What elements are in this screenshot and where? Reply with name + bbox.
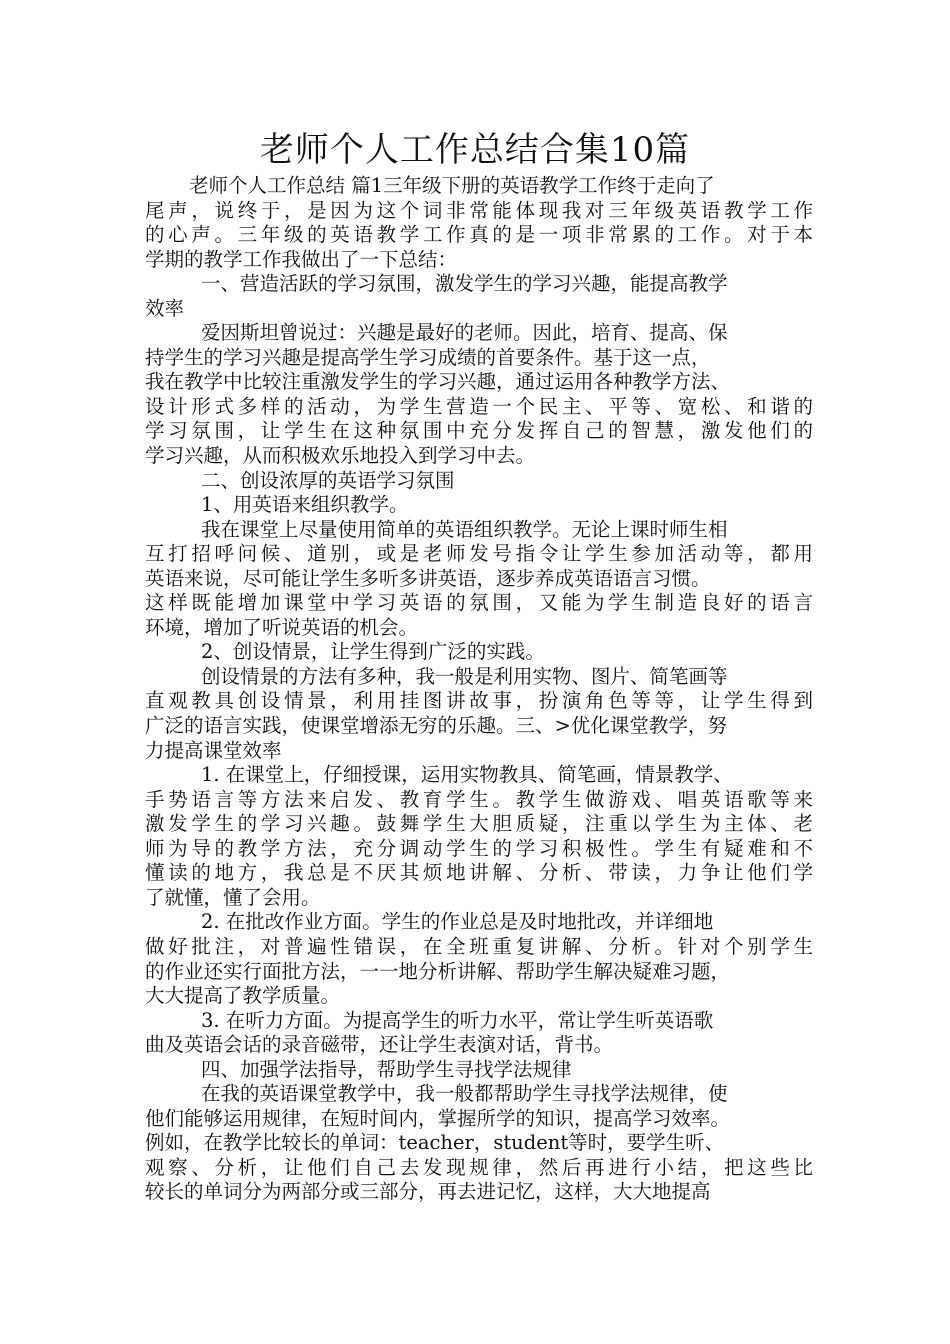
section-heading: 一、营造活跃的学习氛围，激发学生的学习兴趣，能提高教学 xyxy=(201,272,728,296)
text-line: 互打招呼问候、道别，或是老师发号指令让学生参加活动等，都用 xyxy=(145,542,813,566)
text-line: 爱因斯坦曾说过：兴趣是最好的老师。因此，培育、提高、保 xyxy=(201,321,728,345)
text-line: 曲及英语会话的录音磁带，还让学生表演对话，背书。 xyxy=(145,1033,614,1057)
text-line: 1. 在课堂上，仔细授课，运用实物教具、简笔画，情景教学、 xyxy=(201,763,733,787)
text-line: 尾声，说终于，是因为这个词非常能体现我对三年级英语教学工作 xyxy=(145,198,813,222)
text-line: 环境，增加了听说英语的机会。 xyxy=(145,615,419,639)
text-line: 设计形式多样的活动，为学生营造一个民主、平等、宽松、和谐的 xyxy=(145,394,813,418)
text-line: 做好批注，对普遍性错误，在全班重复讲解、分析。针对个别学生 xyxy=(145,934,813,958)
text-line: 3. 在听力方面。为提高学生的听力水平，常让学生听英语歌 xyxy=(201,1008,714,1032)
text-line: 学习兴趣，从而积极欢乐地投入到学习中去。 xyxy=(145,444,536,468)
text-line: 例如，在教学比较长的单词：teacher，student等时，要学生听、 xyxy=(145,1131,725,1155)
text-line: 观察、分析，让他们自己去发现规律，然后再进行小结，把这些比 xyxy=(145,1155,813,1179)
document-title: 老师个人工作总结合集10篇 xyxy=(259,130,691,170)
text-line: 老师个人工作总结 篇1三年级下册的英语教学工作终于走向了 xyxy=(189,174,715,197)
text-line: 激发学生的学习兴趣。鼓舞学生大胆质疑，注重以学生为主体、老 xyxy=(145,812,813,836)
text-line: 创设情景的方法有多种，我一般是利用实物、图片、简笔画等 xyxy=(201,664,728,688)
section-heading: 四、加强学法指导，帮助学生寻找学法规律 xyxy=(201,1057,572,1081)
text-line: 了就懂，懂了会用。 xyxy=(145,885,321,909)
text-line: 我在课堂上尽量使用简单的英语组织教学。无论上课时师生相 xyxy=(201,517,728,541)
text-line: 持学生的学习兴趣是提高学生学习成绩的首要条件。基于这一点， xyxy=(145,345,711,369)
text-line: 手势语言等方法来启发、教育学生。教学生做游戏、唱英语歌等来 xyxy=(145,787,813,811)
section-heading: 力提高课堂效率 xyxy=(145,738,282,762)
text-line: 英语来说，尽可能让学生多听多讲英语，逐步养成英语语言习惯。 xyxy=(145,566,711,590)
text-line: 大大提高了教学质量。 xyxy=(145,984,341,1008)
text-line: 的作业还实行面批方法，一一地分析讲解、帮助学生解决疑难习题， xyxy=(145,959,731,983)
text-line: 广泛的语言实践，使课堂增添无穷的乐趣。三、>优化课堂教学，努 xyxy=(145,714,727,738)
text-line: 这样既能增加课堂中学习英语的氛围，又能为学生制造良好的语言 xyxy=(145,591,813,615)
text-line: 懂读的地方，我总是不厌其烦地讲解、分析、带读，力争让他们学 xyxy=(145,861,813,885)
text-line: 我在教学中比较注重激发学生的学习兴趣，通过运用各种教学方法、 xyxy=(145,370,731,394)
text-line: 在我的英语课堂教学中，我一般都帮助学生寻找学法规律，使 xyxy=(201,1082,728,1106)
text-line: 他们能够运用规律，在短时间内，掌握所学的知识，提高学习效率。 xyxy=(145,1106,731,1130)
text-line: 学习氛围，让学生在这种氛围中充分发挥自己的智慧，激发他们的 xyxy=(145,419,813,443)
text-line: 学期的教学工作我做出了一下总结： xyxy=(145,247,458,271)
text-line: 效率 xyxy=(145,296,185,320)
section-heading: 二、创设浓厚的英语学习氛围 xyxy=(201,468,455,492)
text-line: 师为导的教学方法，充分调动学生的学习积极性。学生有疑难和不 xyxy=(145,836,813,860)
subsection-heading: 2、创设情景，让学生得到广泛的实践。 xyxy=(201,640,545,664)
subsection-heading: 1、用英语来组织教学。 xyxy=(201,493,409,517)
text-line: 2. 在批改作业方面。学生的作业总是及时地批改，并详细地 xyxy=(201,910,714,934)
document-body xyxy=(145,174,813,1205)
text-line: 的心声。三年级的英语教学工作真的是一项非常累的工作。对于本 xyxy=(145,223,813,247)
text-line: 直观教具创设情景，利用挂图讲故事，扮演角色等等，让学生得到 xyxy=(145,689,813,713)
text-line: 较长的单词分为两部分或三部分，再去进记忆，这样，大大地提高 xyxy=(145,1180,711,1204)
